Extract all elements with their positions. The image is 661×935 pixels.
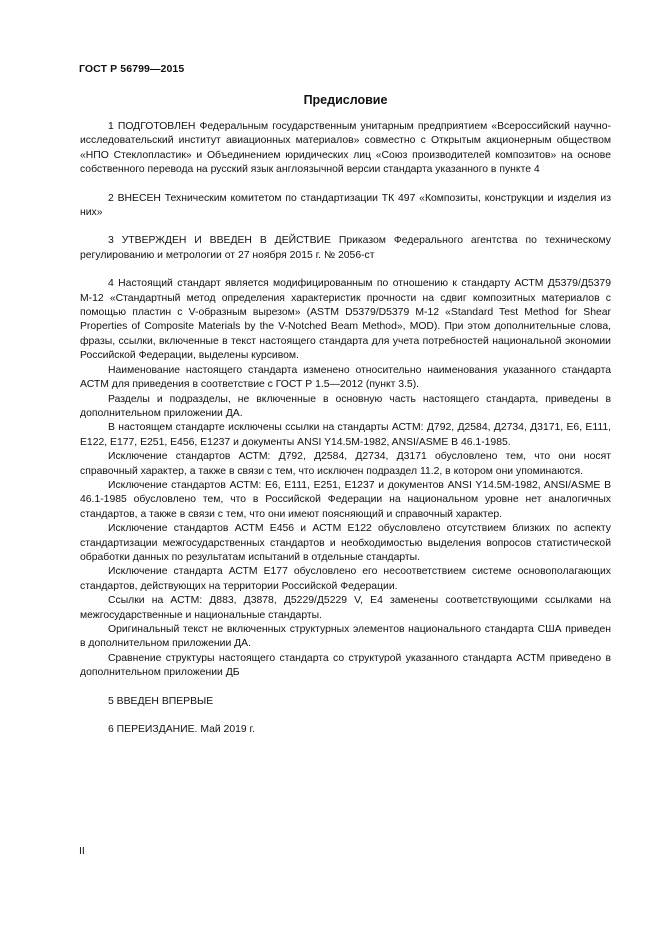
paragraph-modification: 4 Настоящий стандарт является модифицированным по отношению к стандарту АСТМ Д5379/Д5379 М-12 «Стандартный метод определения характеристик прочности на сдвиг композитных материалов с помощью пластин с V-образным вырезом» (ASTM D5379/D5379 M-12 «Standard Test Method for Shear Properties of Composite Materials by the V-Notched Beam Method», MOD). При этом дополнительные слова, фразы, ссылки, включенные в текст настоящего стандарта для учета потребностей национальной экономии Российской Федерации, выделены курсивом. [80,278,611,362]
paragraph-name-change: Наименование настоящего стандарта изменено относительно наименования указанного стандарта АСТМ для приведения в соответствие с ГОСТ Р 1.5—2012 (пункт 3.5). [80,364,611,391]
paragraph-exclusion-analogs: Исключение стандартов АСТМ: Е6, Е111, Е251, Е1237 и документов ANSI Y14.5M-1982, ANSI/ASME B 46.1-1985 обусловлено тем, что в Российской Федерации на национальном уровне нет аналогичных стандартов, а также в связи с тем, что они имеют поясняющий и справочный характер. [80,479,611,520]
paragraph-structure-comparison: Сравнение структуры настоящего стандарта со структурой указанного стандарта АСТМ приведено в дополнительном приложении ДБ [80,652,611,679]
paragraph-sections: Разделы и подразделы, не включенные в основную часть настоящего стандарта, приведены в дополнительном приложении ДА. [80,393,611,419]
page-number: II [79,845,85,857]
preface-body [80,120,611,737]
paragraph-replaced-refs: Ссылки на АСТМ: Д883, Д3878, Д5229/Д5229 V, Е4 заменены соответствующими ссылками на межгосударственные и национальные стандарты. [80,595,611,621]
paragraph-excluded-refs: В настоящем стандарте исключены ссылки на стандарты АСТМ: Д792, Д2584, Д2734, Д3171, Е6, Е111, Е122, Е177, Е251, Е456, Е1237 и документы ANSI Y14.5M-1982, ANSI/ASME B 46.1-1985. [80,422,611,448]
paragraph-exclusion-reference: Исключение стандартов АСТМ: Д792, Д2584, Д2734, Д3171 обусловлено тем, что они носят справочный характер, а также в связи с тем, что исключен подраздел 11.2, в котором они упоминаются. [80,451,611,477]
paragraph-approved: 3 УТВЕРЖДЕН И ВВЕДЕН В ДЕЙСТВИЕ Приказом Федерального агентства по техническому регулированию и метрологии от 27 ноября 2015 г. № 2056-ст [80,235,611,261]
paragraph-first-introduced: 5 ВВЕДЕН ВПЕРВЫЕ [108,695,214,707]
section-title: Предисловие [303,93,388,107]
paragraph-introduced: 2 ВНЕСЕН Техническим комитетом по стандартизации ТК 497 «Композиты, конструкции и изделия из них» [80,192,611,219]
paragraph-exclusion-e177: Исключение стандарта АСТМ Е177 обусловлено его несоответствием системе основополагающих стандартов, действующих на территории Российской Федерации. [80,566,611,592]
document-code: ГОСТ Р 56799—2015 [79,63,185,75]
paragraph-reissue: 6 ПЕРЕИЗДАНИЕ. Май 2019 г. [108,724,255,736]
paragraph-prepared: 1 ПОДГОТОВЛЕН Федеральным государственным унитарным предприятием «Всероссийский научно-исследовательский институт авиационных материалов» совместно с Открытым акционерным обществом «НПО Стеклопластик» и Объединением юридических лиц «Союз производителей композитов» на основе собственного перевода на русский язык англоязычной версии стандарта указанного в пункте 4 [80,121,611,176]
paragraph-original-text: Оригинальный текст не включенных структурных элементов национального стандарта США приведен в дополнительном приложении ДА. [80,624,611,650]
paragraph-exclusion-statistics: Исключение стандартов АСТМ Е456 и АСТМ Е122 обусловлено отсутствием близких по аспекту стандартизации межгосударственных стандартов и необходимостью выделения вопросов статистической обработки данных по результатам испытаний в отдельные стандарты. [80,523,611,563]
